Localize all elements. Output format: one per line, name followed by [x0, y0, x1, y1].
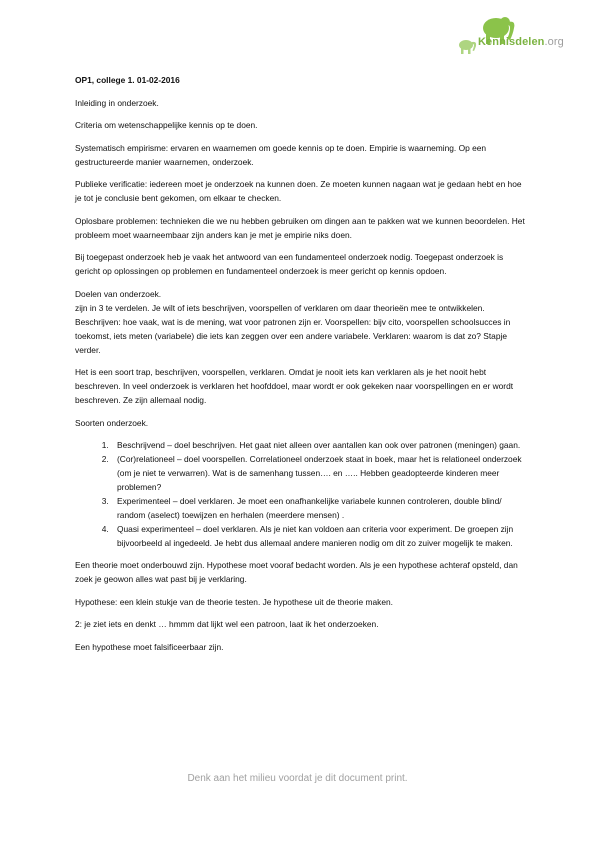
paragraph: Inleiding in onderzoek. [75, 97, 159, 108]
paragraph: Hypothese: een klein stukje van de theorie testen. Je hypothese uit de theorie maken. [75, 596, 393, 607]
list-item: 4. Quasi experimenteel – doel verklaren. Als je niet kan voldoen aan criteria voor experiment. De groepen zijn bijvoorbeeld al ingedeeld. Je hebt dus allemaal andere manieren nodig om dit zo zuiver mogelijk te maken. [111, 522, 530, 550]
footer-note: Denk aan het milieu voordat je dit document print. [187, 773, 408, 784]
soorten-title: Soorten onderzoek. [75, 417, 149, 428]
paragraph: Bij toegepast onderzoek heb je vaak het antwoord van een fundamenteel onderzoek nodig. Toegepast onderzoek is gericht op oplossingen op problemen en fundamenteel onderzoek is meer gericht op kennis opdoen. [75, 252, 504, 276]
paragraph: Systematisch empirisme: ervaren en waarnemen om goede kennis op te doen. Empirie is waarneming. Op een gestructureerde manier waarnemen, onderzoek. [75, 142, 487, 167]
document-heading: OP1, college 1. 01-02-2016 [75, 75, 180, 85]
doelen-section [75, 287, 530, 357]
doelen-title: Doelen van onderzoek. [75, 288, 162, 299]
kennisdelen-logo[interactable] [456, 14, 576, 58]
paragraph: 2: je ziet iets en denkt … hmmm dat lijkt wel een patroon, laat ik het onderzoeken. [75, 619, 379, 629]
logo-wordmark [478, 36, 564, 48]
soorten-list [75, 438, 530, 550]
document-body [75, 73, 530, 662]
logo-tld: .org [544, 36, 564, 48]
paragraph: Een hypothese moet falsificeerbaar zijn. [75, 641, 224, 652]
paragraph: Oplosbare problemen: technieken die we nu hebben gebruiken om dingen aan te pakken wat we kunnen beoordelen. Het probleem moet waarneembaar zijn anders kan je met je empirie niks doen. [75, 215, 525, 240]
list-item: 3. Experimenteel – doel verklaren. Je moet een onafhankelijke variabele kunnen controleren, double blind/ random (aselect) toewijzen en herhalen (meerdere mensen) . [111, 494, 530, 522]
list-item: 1. Beschrijvend – doel beschrijven. Het gaat niet alleen over aantallen kan ook over patronen (meningen) gaan. [111, 438, 530, 452]
paragraph: Publieke verificatie: iedereen moet je onderzoek na kunnen doen. Ze moeten kunnen nagaan wat je gedaan hebt en hoe je tot je conclusie bent gekomen, om elkaar te checken. [75, 179, 522, 203]
paragraph: Een theorie moet onderbouwd zijn. Hypothese moet vooraf bedacht worden. Als je een hypothese achteraf opsteld, dan zoek je geowon alles wat past bij je verklaring. [75, 560, 518, 584]
doelen-body: zijn in 3 te verdelen. Je wilt of iets beschrijven, voorspellen of verklaren om daar theorieën mee te ontwikkelen. Beschrijven: hoe vaak, wat is de mening, wat voor patronen zijn er. Voorspellen: bijv cito, voorspellen schoolsucces in toekomst, iets meten (variabele) die iets kan zeggen over een andere variabele. Verklaren: waarom is dat zo? Stapje verder. [75, 302, 511, 355]
paragraph: Criteria om wetenschappelijke kennis op te doen. [75, 120, 258, 130]
paragraph: Het is een soort trap, beschrijven, voorspellen, verklaren. Omdat je nooit iets kan verklaren als je het nooit hebt beschreven. In veel onderzoek is verklaren het hoofddoel, maar wordt er ook gekeken naar voorspellingen en er wordt beschreven. Ze zijn allemaal nodig. [75, 367, 514, 405]
logo-name: Kennisdelen [478, 36, 545, 48]
list-item: 2. (Cor)relationeel – doel voorspellen. Correlationeel onderzoek staat in boek, maar het is relationeel onderzoek (om je niet te verwarren). Wat is de samenhang tussen…. en ….. Hebben geadopteerde kinderen meer problemen? [111, 452, 530, 494]
